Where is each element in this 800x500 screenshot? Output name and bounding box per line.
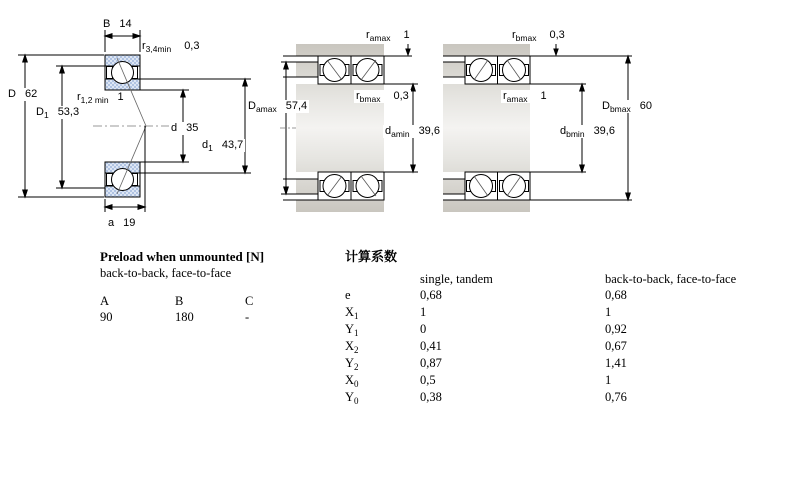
factors-table (345, 249, 800, 406)
preload-value-c: - (245, 310, 250, 324)
preload-table-title: Preload when unmounted [N] (100, 249, 265, 264)
preload-col-c: C (245, 294, 254, 308)
dim-ramax-left-label: $r_{amax}$ 1 (366, 29, 410, 43)
dim-r34-label: $r_{3,4min}$ 0,3 (142, 40, 200, 54)
dim-D-label: D 62 (8, 88, 38, 100)
dim-rbmax-right-label: $r_{bmax}$ 0,3 (512, 29, 565, 43)
factors-col2-header: back-to-back, face-to-face (605, 272, 737, 286)
factors-table-title: 计算系数 (345, 249, 398, 264)
factors-row-x2: $X_2$ 0,41 0,67 (345, 339, 627, 355)
preload-value-a: 90 (100, 310, 113, 324)
preload-col-a: A (100, 294, 110, 308)
factors-row-x0: $X_0$ 0,5 1 (345, 373, 612, 389)
dim-rbmax-left-label: $r_{bmax}$ 0,3 (356, 90, 409, 104)
preload-table-subtitle: back-to-back, face-to-face (100, 266, 232, 280)
dim-Damax-label: $D_{amax}$ 57,4 (248, 100, 308, 114)
factors-row-x1: $X_1$ 1 1 (345, 305, 612, 321)
dim-dbmin-label: $d_{bmin}$ 39,6 (560, 125, 615, 139)
preload-table (100, 249, 264, 325)
factors-row-y0: $Y_0$ 0,38 0,76 (345, 390, 627, 406)
factors-row-y2: $Y_2$ 0,87 1,41 (345, 356, 627, 372)
factors-row-e: e 0,68 0,68 (345, 288, 627, 302)
dim-B-label: B 14 (103, 18, 132, 30)
dim-d-label: d 35 (171, 122, 199, 134)
dim-Dbmax-label: $D_{bmax}$ 60 (602, 100, 652, 114)
dim-D1-label: $D_1$ 53,3 (36, 106, 80, 120)
single-bearing-figure (93, 55, 170, 197)
factors-row-y1: $Y_1$ 0 0,92 (345, 322, 627, 338)
factors-header-row (345, 271, 800, 287)
preload-col-b: B (175, 294, 184, 308)
dim-damin-label: $d_{amin}$ 39,6 (385, 125, 440, 139)
factors-col1-header: single, tandem (420, 272, 493, 286)
preload-table-value-row (100, 309, 264, 325)
preload-value-b: 180 (175, 310, 194, 324)
preload-table-header-row (100, 293, 264, 309)
dim-r12-label: $r_{1,2 min}$ 1 (77, 91, 124, 105)
dim-ramax-right-label: $r_{amax}$ 1 (503, 90, 547, 104)
dim-a-label: a 19 (108, 217, 136, 229)
dim-d1-label: $d_1$ 43,7 (202, 139, 244, 153)
